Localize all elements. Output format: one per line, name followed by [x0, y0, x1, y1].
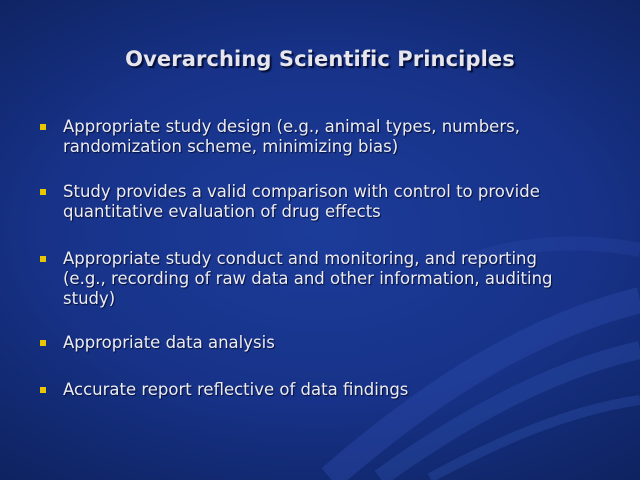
bullet-text [63, 380, 608, 400]
bullet-square-icon [40, 124, 46, 130]
bullet-square-icon [40, 256, 46, 262]
bullet-square-icon [40, 189, 46, 195]
bullet-text [63, 182, 608, 222]
bullet-text-line: quantitative evaluation of drug effects [63, 202, 381, 221]
bullet-text-line: Appropriate data analysis [63, 333, 275, 352]
bullet-text-line: Study provides a valid comparison with control to provide [63, 182, 540, 201]
bullet-text [63, 117, 608, 157]
bullet-text-line: Appropriate study design (e.g., animal types, numbers, [63, 117, 520, 136]
bullet-text-line: (e.g., recording of raw data and other information, auditing [63, 269, 553, 288]
bullet-text [63, 333, 608, 353]
slide-title: Overarching Scientific Principles [125, 47, 515, 71]
bullet-text-line: Appropriate study conduct and monitoring, and reporting [63, 249, 537, 268]
bullet-square-icon [40, 387, 46, 393]
bullet-text-line: study) [63, 289, 116, 308]
bullet-text-line: randomization scheme, minimizing bias) [63, 137, 399, 156]
bullet-text-line: Accurate report reflective of data findings [63, 380, 409, 399]
bullet-square-icon [40, 340, 46, 346]
bullet-text [63, 249, 608, 309]
